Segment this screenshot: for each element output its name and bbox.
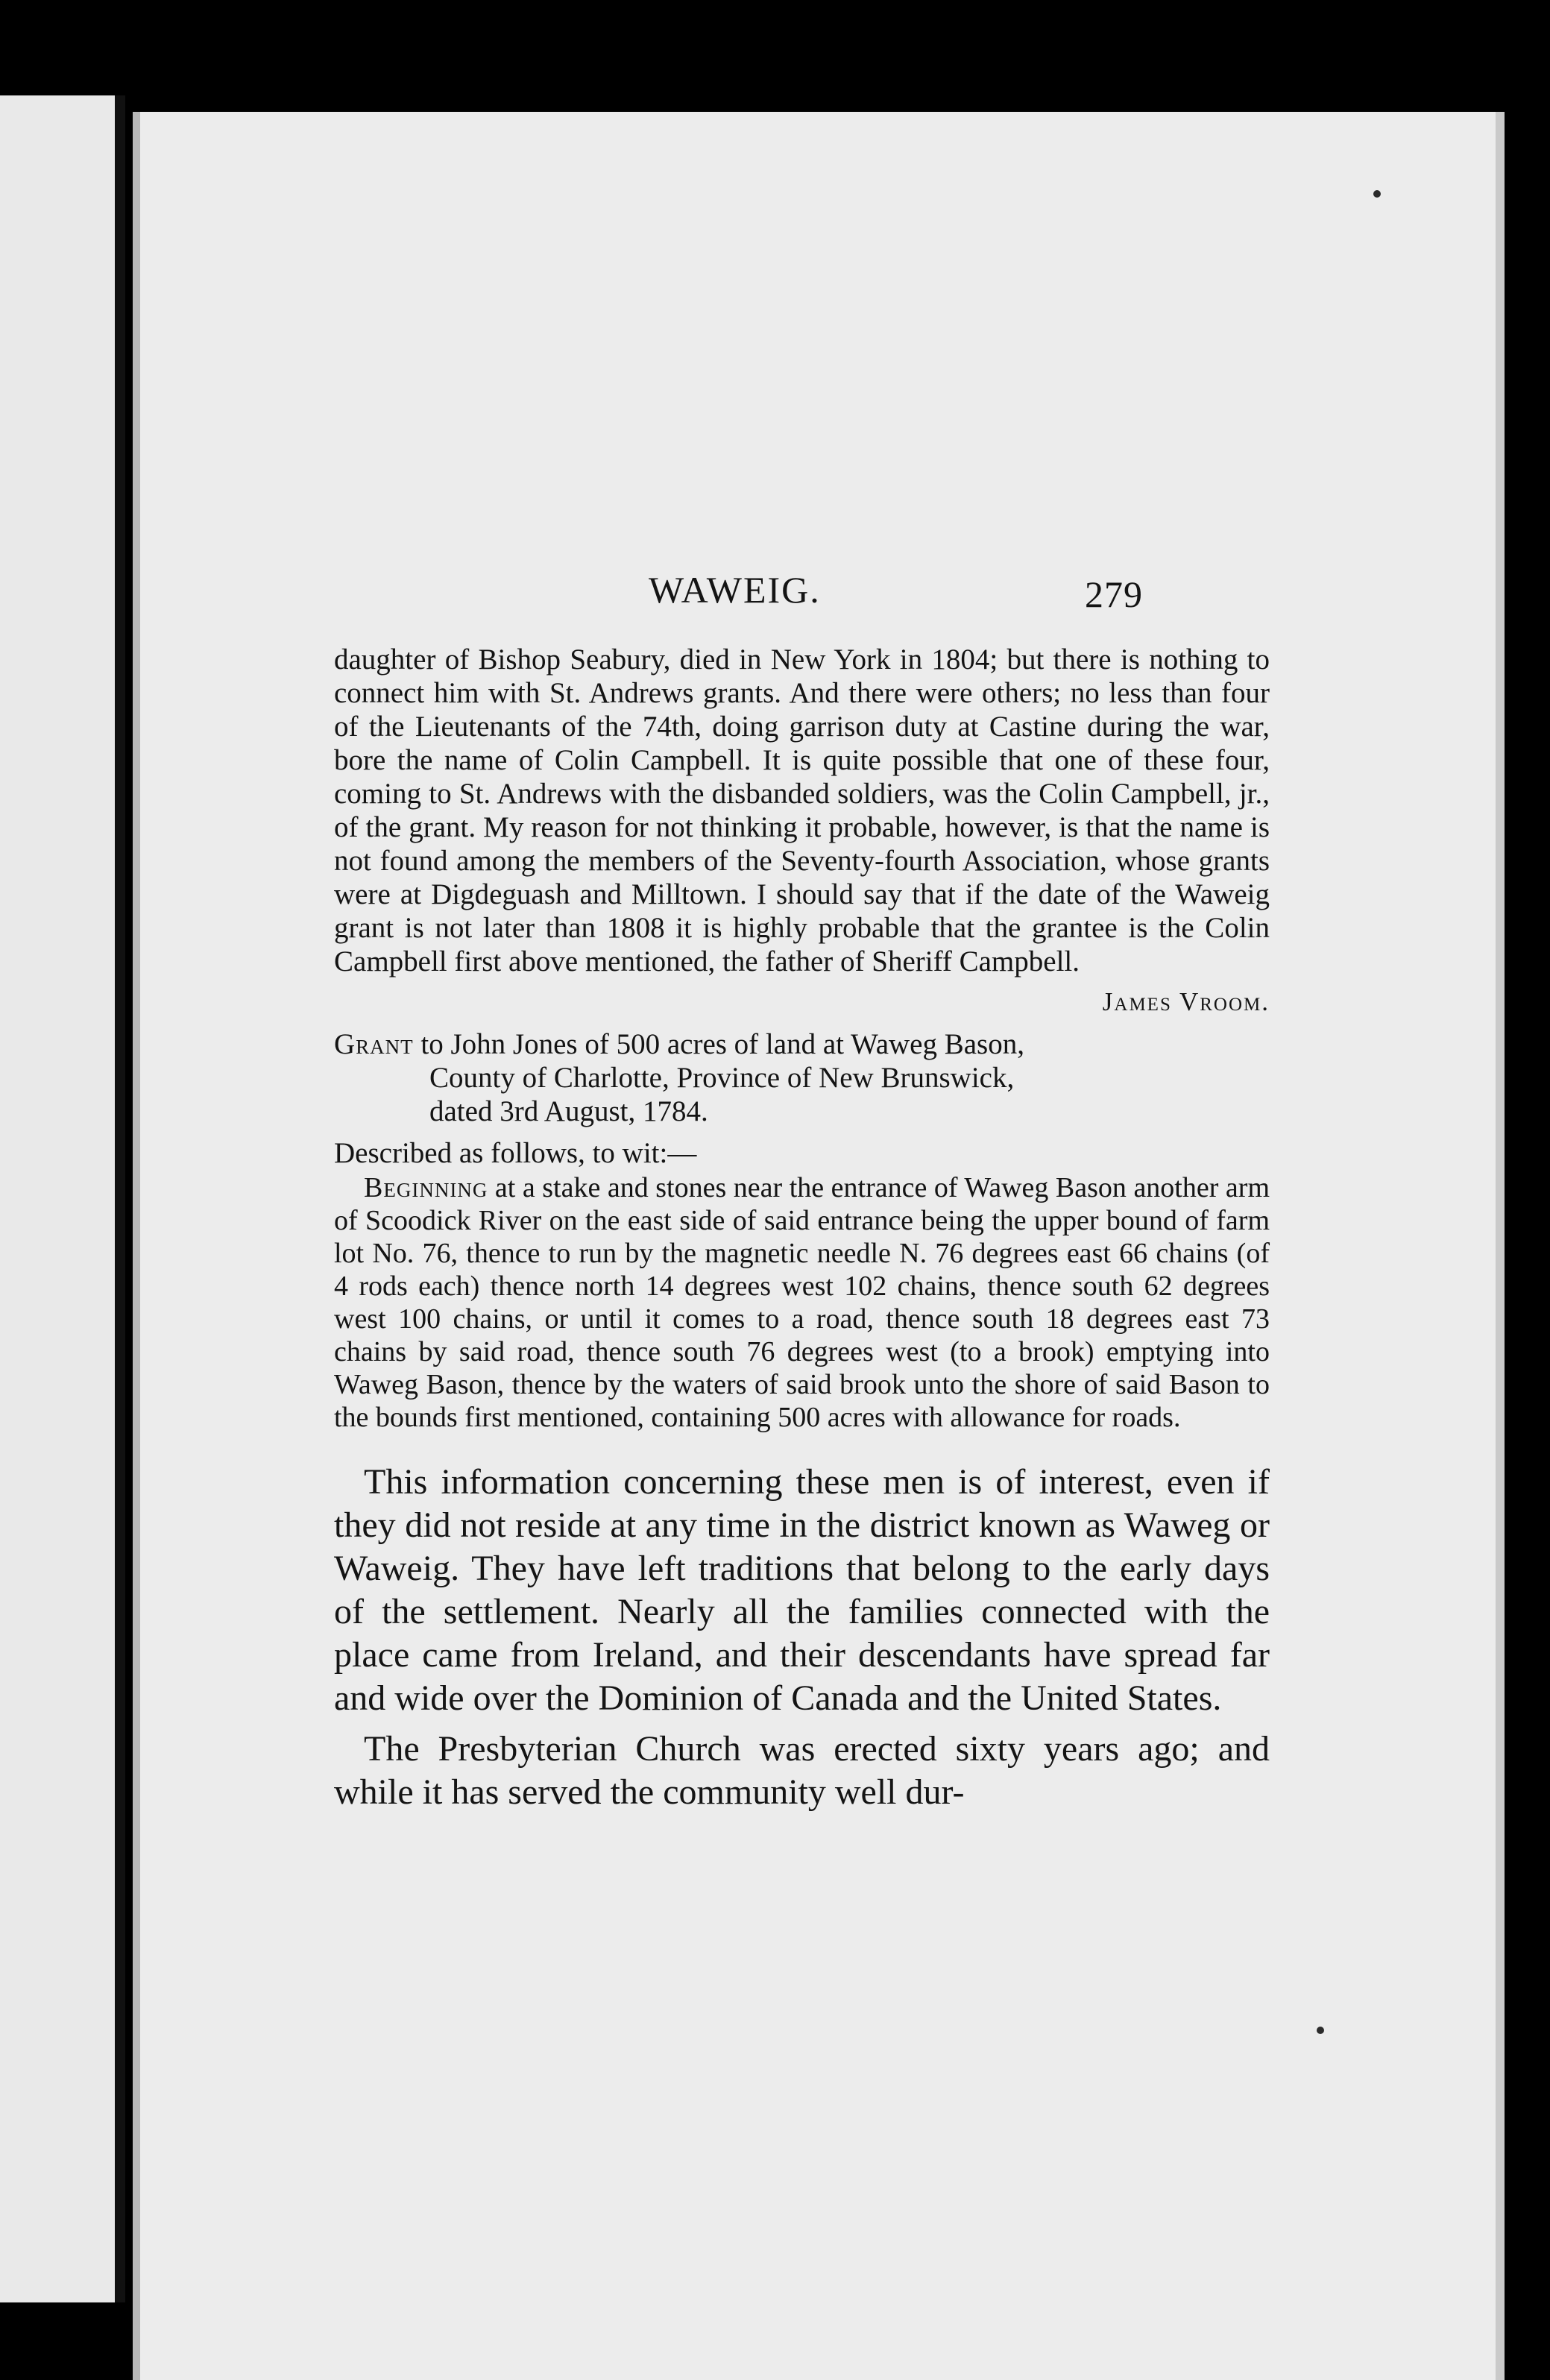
page-number: 279: [1085, 573, 1143, 615]
grant-lead: Grant: [334, 1028, 414, 1060]
running-title: WAWEIG.: [649, 569, 821, 611]
running-head: [133, 568, 1505, 620]
page-body: [334, 643, 1270, 1814]
grant-text: to John Jones of 500 acres of land at Waweg Bason, County of Charlotte, Province of New Brunswick, dated 3rd August, 1784.: [420, 1028, 1024, 1127]
book-page: [133, 112, 1505, 2380]
page-speck: [1317, 2027, 1324, 2034]
beginning-text: at a stake and stones near the entrance of Waweg Bason another arm of Scoodick River on the east side of said entrance being the upper bound of farm lot No. 76, thence to run by the magnetic needle N. 76 degrees east 66 chains (of 4 rods each) thence north 14 degrees west 102 chains, thence south 62 degrees west 100 chains, or until it comes to a road, thence south 18 degrees east 73 chains by said road, thence south 76 degrees west (to a brook) emptying into Waweg Bason, thence by the waters of said brook unto the shore of said Bason to the bounds first mentioned, containing 500 acres with allowance for roads.: [334, 1172, 1270, 1433]
campbell-paragraph: daughter of Bishop Seabury, died in New York in 1804; but there is nothing to connect him with St. Andrews grants. And there were others; no less than four of the Lieutenants of the 74th, doing garrison duty at Castine during the war, bore the name of Colin Campbell. It is quite possible that one of these four, coming to St. Andrews with the disbanded soldiers, was the Colin Campbell, jr., of the grant. My reason for not thinking it probable, however, is that the name is not found among the members of the Seventy-fourth Association, whose grants were at Digdeguash and Milltown. I should say that if the date of the Waweig grant is not later than 1808 it is highly probable that the grantee is the Colin Campbell first above mentioned, the father of Sheriff Campbell.: [334, 643, 1270, 978]
families-paragraph: This information concerning these men is of interest, even if they did not reside at any time in the district known as Waweg or Waweig. They have left traditions that belong to the early days of the settlement. Nearly all the families connected with the place came from Ireland, and their descendants have spread far and wide over the Dominion of Canada and the United States.: [334, 1462, 1270, 1718]
left-page-edge: [0, 95, 125, 2302]
page-speck: [1373, 190, 1381, 198]
author-signature: James Vroom.: [1102, 987, 1270, 1016]
grant-heading: [334, 1027, 1059, 1128]
beginning-lead: Beginning: [364, 1172, 488, 1203]
description-line: Described as follows, to wit:—: [334, 1137, 697, 1169]
boundary-description: [334, 1171, 1270, 1434]
church-paragraph: The Presbyterian Church was erected sixty years ago; and while it has served the community well dur-: [334, 1729, 1270, 1812]
